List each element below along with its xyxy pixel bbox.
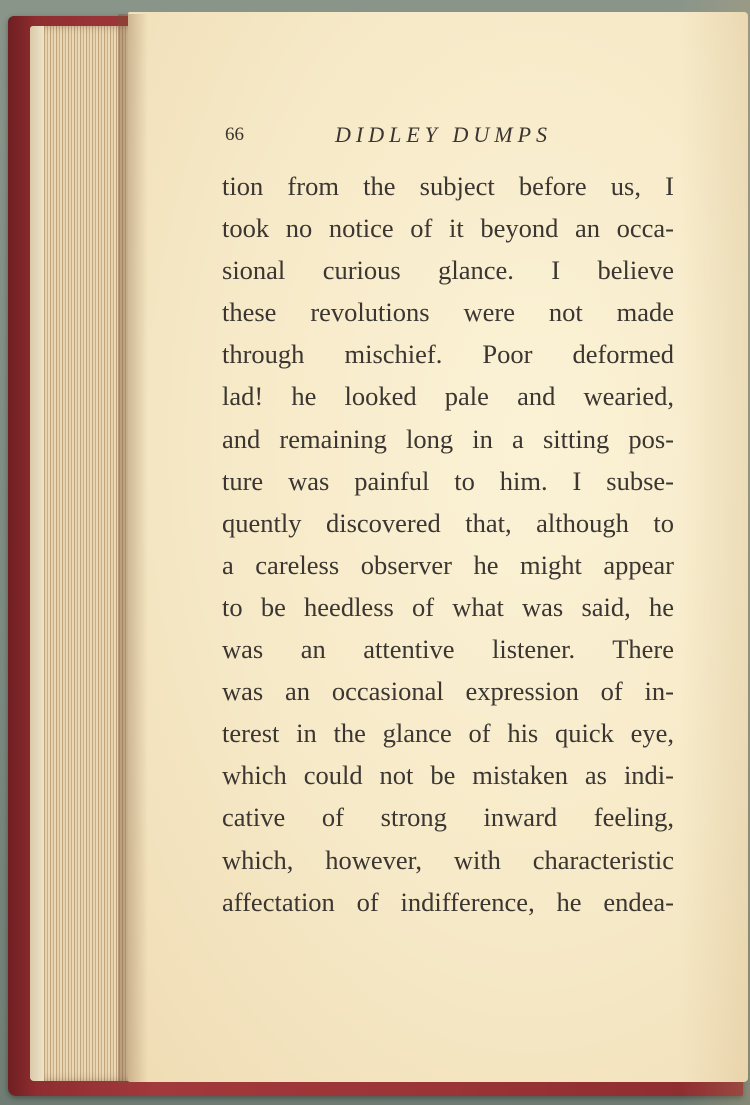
text-line: these revolutions were not made bbox=[222, 297, 674, 328]
text-line: took no notice of it beyond an occa- bbox=[222, 213, 674, 244]
text-line: through mischief. Poor deformed bbox=[222, 339, 674, 370]
text-line: and remaining long in a sitting pos- bbox=[222, 423, 674, 454]
page-number: 66 bbox=[225, 124, 244, 145]
text-line: quently discovered that, although to bbox=[222, 507, 674, 538]
text-line: terest in the glance of his quick eye, bbox=[222, 718, 674, 749]
page-block-front bbox=[30, 26, 44, 1081]
page-tint bbox=[680, 0, 750, 1105]
text-line: cative of strong inward feeling, bbox=[222, 802, 674, 833]
text-line: which, however, with characteristic bbox=[222, 844, 674, 875]
text-line: to be heedless of what was said, he bbox=[222, 591, 674, 622]
gutter-shadow bbox=[118, 14, 148, 1084]
text-line: which could not be mistaken as indi- bbox=[222, 760, 674, 791]
running-title: DIDLEY DUMPS bbox=[335, 122, 553, 147]
text-line: lad! he looked pale and wearied, bbox=[222, 381, 674, 412]
text-line: a careless observer he might appear bbox=[222, 549, 674, 580]
text-line: was an attentive listener. There bbox=[222, 634, 674, 665]
running-head bbox=[225, 122, 685, 152]
text-line: sional curious glance. I believe bbox=[222, 255, 674, 286]
page-body-text bbox=[222, 165, 674, 923]
text-line: tion from the subject before us, I bbox=[222, 171, 674, 201]
text-line: affectation of indifference, he endea- bbox=[222, 886, 674, 917]
text-line: was an occasional expression of in- bbox=[222, 676, 674, 707]
text-line: ture was painful to him. I subse- bbox=[222, 465, 674, 496]
